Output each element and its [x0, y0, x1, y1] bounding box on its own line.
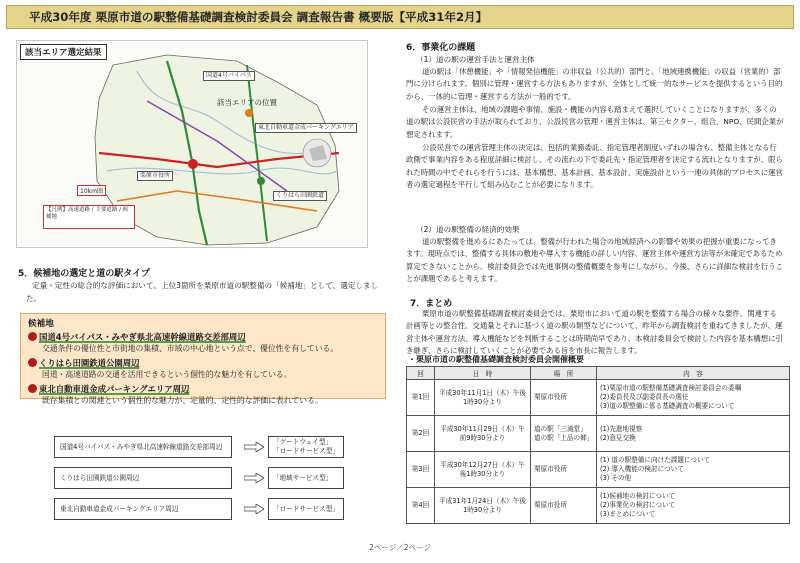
content-line: (2) 導入機能の検討について [600, 465, 684, 473]
candidate-box [20, 313, 386, 405]
arrow-right-icon [244, 504, 264, 514]
map-legend: 【凡例】高速道路 / 主要道路 / 候補地 [43, 205, 135, 229]
section-6-p1: 道の駅は「休憩機能」や「情報発信機能」の非収益（公共的）部門と、「地域連携機能」の収益（営業的）部門に分けられます。個別に管理・運営する方法もありますが、全体として統一的なサービスを提供するという目的から、一体的に管理・運営する方法が一般的です。 [406, 67, 783, 101]
map-tag: くりはら田園鉄道 [273, 191, 327, 201]
meeting-content [597, 452, 790, 488]
map-tag: 国道4号バイパス [203, 71, 255, 81]
candidate-name: 東北自動車道金成パーキングエリア周辺 [39, 384, 190, 394]
section-7-p1: 栗原市道の駅整備基礎調査検討委員会では、栗原市において道の駅を整備する場合の様々な要件、関連する計画等との整合性、交通量とそれに基づく道の駅の類型などについて、昨年から調査検討を重ねてきましたが、運営主体や運営方法、導入機能などを判断することは時期尚早であり、本検討委員会で検討した内容を基本構想に引き継ぎ、さらに検討していくことが必要である旨を市長に報告します。 [406, 309, 783, 356]
table-row [407, 452, 790, 488]
map-label: 該当エリア選定結果 [20, 44, 107, 60]
candidate-desc: 交通条件の優位性と市街地の集積、市域の中心地という点で、優位性を有している。 [42, 344, 339, 353]
section-6-p2: その運営主体は、地域の課題や事情、施設・機能の内容も踏まえて選択していくことになりますが、多くの道の駅は公設民営の手法が取られており、公設民営の管理・運営主体は、第三セクター、組合、NPO、民間企業が想定されます。 [406, 105, 784, 139]
content-line: (1)候補地の検討について [600, 492, 676, 500]
table-row [407, 488, 790, 524]
flow-type-label: 「ゲートウェイ型」 [273, 438, 333, 446]
meeting-place: 道の駅「三滝堂」道の駅「上品の郷」 [531, 416, 597, 452]
flow-row [54, 436, 374, 458]
col-header: 内 容 [597, 367, 790, 380]
meeting-number: 第2回 [407, 416, 435, 452]
section-5-body: 定量・定性の総合的な評価において、上位3箇所を栗原市道の駅整備の「候補地」として、選定しました。 [26, 281, 379, 303]
meeting-date: 平成30年12月27日（木）午後1時30分より [435, 452, 531, 488]
col-header: 日 時 [435, 367, 531, 380]
page-title: 平成30年度 栗原市道の駅整備基礎調査検討委員会 調査報告書 概要版【平成31年2月】 [29, 10, 488, 24]
section-5-heading: 5．候補地の選定と道の駅タイプ [18, 269, 150, 279]
meeting-date: 平成30年11月29日（木）午前9時30分より [435, 416, 531, 452]
flow-type: 「ロードサービス型」 [268, 498, 344, 520]
section-6-p3: 公設民営での運営管理主体の決定は、包括的業務委託、指定管理者制度いずれの場合も、整備主体となる行政側で事業内容をある程度詳細に検討し、その流れの下で委託先・指定管理者を決定する流れとなりますが、限られた時間の中でそれらを行うには、基本構想、基本計画、基本設計、実施設計という一連の具体的プロセスに運営者の選定過程を平行して組み込むことが必要になります。 [406, 143, 783, 190]
schedule-table [406, 366, 790, 524]
flow-area: くりはら田園鉄道公園周辺 [54, 467, 232, 489]
map-tag: 栗原市役所 [137, 171, 173, 181]
meeting-date: 平成31年1月24日（木）午後1時30分より [435, 488, 531, 524]
content-line: (1)栗原市道の駅整備基礎調査検討委員会の委嘱 [600, 384, 742, 392]
flow-type-label: 「ロードサービス型」 [273, 447, 339, 455]
meeting-content [597, 380, 790, 416]
flow-area: 東北自動車道金成パーキングエリア周辺 [54, 498, 232, 520]
section-7-heading: 7．まとめ [410, 299, 453, 309]
table-header-row [407, 367, 790, 380]
meeting-content [597, 488, 790, 524]
content-line: (3)道の駅整備に係る基礎調査の概要について [600, 402, 735, 410]
meeting-number: 第1回 [407, 380, 435, 416]
flow-row [54, 467, 374, 489]
candidate-name: 国道4号バイパス・みやぎ県北高速幹線道路交差部周辺 [39, 332, 246, 342]
content-line: (1)先進地視察 [600, 424, 643, 433]
table-row [407, 380, 790, 416]
flow-type [268, 436, 344, 458]
map-position-label: 該当エリアの位置 [217, 98, 277, 107]
candidate-box-title: 候補地 [28, 319, 54, 329]
schedule-title: ・栗原市道の駅整備基礎調査検討委員会開催概要 [408, 355, 584, 364]
candidate-desc: 既存集積との関連という個性的な魅力が、定量的、定性的な評価に表れている。 [42, 396, 323, 405]
section-6-sub1: （1）道の駅の運営手法と運営主体 [416, 55, 535, 64]
map-badge: 10km圏 [77, 185, 106, 196]
candidate-desc: 国道・高速道路の交通を活用できるという個性的な魅力を有している。 [42, 370, 292, 379]
bullet-icon [28, 332, 37, 341]
section-6-sub2: （2）道の駅整備の経済的効果 [416, 225, 520, 234]
col-header: 場 所 [531, 367, 597, 380]
page-footer: 2ページ／2ページ [369, 543, 431, 552]
content-line: (2)意見交換 [600, 433, 636, 442]
meeting-place: 栗原市役所 [531, 488, 597, 524]
meeting-content [597, 416, 790, 452]
bullet-icon [28, 384, 37, 393]
title-bar [6, 5, 794, 29]
candidate-item [28, 383, 378, 395]
content-line: (2)事業化の検討について [600, 501, 676, 509]
flow-type: 「地域サービス型」 [268, 467, 344, 489]
col-header: 回 [407, 367, 435, 380]
content-line: (3) その他 [600, 474, 632, 482]
section-6-heading: 6．事業化の課題 [406, 43, 476, 53]
section-6-p4: 道の駅整備を進めるにあたっては、整備が行われた場合の地域経済への影響や効果の把握が重要になってきます。現時点では、整備する具体の敷地や導入する機能の詳しい内容、運営主体や運営方法等が未確定であるため算定できないことから、検討委員会では先進事例の整備概要を参考にしながら、今後、さらに詳細な検討を行うことが課題であると考えます。 [406, 237, 783, 284]
flow-area: 国道4号バイパス・みやぎ県北高速幹線道路交差部周辺 [54, 436, 232, 458]
candidate-name: くりはら田園鉄道公園周辺 [39, 358, 140, 368]
flow-row [54, 498, 374, 520]
meeting-place: 栗原市役所 [531, 380, 597, 416]
meeting-number: 第4回 [407, 488, 435, 524]
content-line: (2)委員長及び副委員長の選任 [600, 393, 689, 401]
content-line: (3)まとめについて [600, 510, 656, 518]
arrow-right-icon [244, 442, 264, 452]
content-line: (1) 道の駅整備に向けた課題について [600, 456, 711, 464]
bullet-icon [28, 358, 37, 367]
area-map [16, 40, 368, 248]
meeting-place: 栗原市役所 [531, 452, 597, 488]
map-tag: 東北自動車道金成パーキングエリア [255, 123, 357, 133]
candidate-item [28, 357, 378, 369]
meeting-date: 平成30年11月1日（木）午後1時30分より [435, 380, 531, 416]
candidate-item [28, 331, 378, 343]
meeting-number: 第3回 [407, 452, 435, 488]
arrow-right-icon [244, 473, 264, 483]
table-row [407, 416, 790, 452]
